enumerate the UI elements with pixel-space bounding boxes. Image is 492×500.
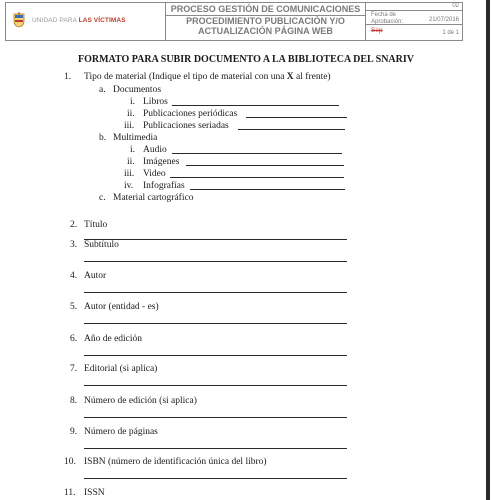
field-3-number: 3. [70,240,78,250]
document-header [5,2,463,41]
item-1c-label: c. [99,193,106,203]
page-number: 1 de 1 [442,30,459,36]
answer-line-infografias[interactable] [190,189,345,190]
answer-line-autor[interactable] [84,292,347,293]
header-procedure-title: PROCEDIMIENTO PUBLICACIÓN Y/O ACTUALIZACIÓN PÁGINA WEB [186,16,345,36]
field-9-number: 9. [70,427,78,437]
document-title: FORMATO PARA SUBIR DOCUMENTO A LA BIBLIOTECA DEL SNARIV [78,54,414,65]
answer-line-paginas[interactable] [84,448,347,449]
sub-b-i-num: i. [130,145,136,155]
answer-line-imagenes[interactable] [186,165,344,166]
answer-line-seriadas[interactable] [238,129,345,130]
sub-b-iii-num: iii. [124,169,135,179]
answer-line-libros[interactable] [172,105,339,106]
logo-cell [6,3,166,40]
answer-line-editorial[interactable] [84,385,347,386]
version-row [366,3,462,11]
item-1a-label: a. [99,85,106,95]
item-1-text-after: al frente) [293,72,331,82]
field-5-number: 5. [70,302,78,312]
sub-b-iv-text: Infografías [143,181,185,191]
approval-label: Fecha de Aprobación: [371,12,404,25]
item-1a-text: Documentos [113,85,162,95]
answer-line-titulo[interactable] [84,239,347,240]
logo-part1: UNIDAD PARA [32,17,79,24]
sub-b-ii-num: ii. [127,157,135,167]
logo-part2: LAS VÍCTIMAS [78,17,126,24]
answer-line-edicion[interactable] [84,417,347,418]
approval-date: 21/07/2016 [428,17,459,23]
field-2-label: Título [84,220,108,230]
crossed-label: Sep [371,27,383,34]
field-2-number: 2. [70,220,78,230]
sub-a-iii-num: iii. [124,121,135,131]
sub-a-i-num: i. [130,97,136,107]
field-5-label: Autor (entidad - es) [84,302,159,312]
item-1-text-before: Tipo de material (Indique el tipo de material con una [84,72,287,82]
item-1b-label: b. [99,133,107,143]
sub-b-iii-text: Video [143,169,166,179]
sub-b-i-text: Audio [143,145,167,155]
answer-line-autor-entidad[interactable] [84,323,347,324]
field-4-number: 4. [70,271,78,281]
field-11-number: 11. [64,488,76,498]
item-1-bold-x: X [286,72,294,82]
item-1b-text: Multimedia [113,133,158,143]
approval-row [366,11,462,25]
header-process-title: PROCESO GESTIÓN DE COMUNICACIONES [166,3,365,16]
item-1c-text: Material cartográfico [113,193,194,203]
item-1-number: 1. [64,72,72,82]
sub-a-iii-text: Publicaciones seriadas [143,121,229,131]
field-6-label: Año de edición [84,334,143,344]
version-value: 02 [452,3,459,9]
field-11-label: ISSN [84,488,105,498]
header-meta-cell [366,3,462,40]
field-3-label: Subtítulo [84,240,119,250]
sub-b-iv-num: iv. [124,181,134,191]
field-8-number: 8. [70,396,78,406]
answer-line-video[interactable] [170,177,344,178]
field-7-number: 7. [70,364,78,374]
logo-wordmark [32,17,126,24]
field-4-label: Autor [84,271,107,281]
answer-line-audio[interactable] [172,153,342,154]
header-title-cell [166,3,366,40]
page-row [366,25,462,40]
field-7-label: Editorial (si aplica) [84,364,158,374]
answer-line-subtitulo[interactable] [84,261,347,262]
sub-a-ii-num: ii. [127,109,135,119]
sub-a-i-text: Libros [143,97,168,107]
page-edge-border [486,0,490,500]
field-6-number: 6. [70,334,78,344]
sub-a-ii-text: Publicaciones periódicas [143,109,238,119]
answer-line-isbn[interactable] [84,478,347,479]
field-10-label: ISBN (número de identificación única del libro) [84,457,267,467]
answer-line-periodicas[interactable] [246,117,347,118]
item-1-text [84,72,331,82]
sub-b-ii-text: Imágenes [143,157,180,167]
field-10-number: 10. [64,457,76,467]
field-8-label: Número de edición (si aplica) [84,396,197,406]
answer-line-anio[interactable] [84,355,347,356]
coat-of-arms-icon [12,12,26,28]
field-9-label: Número de páginas [84,427,158,437]
